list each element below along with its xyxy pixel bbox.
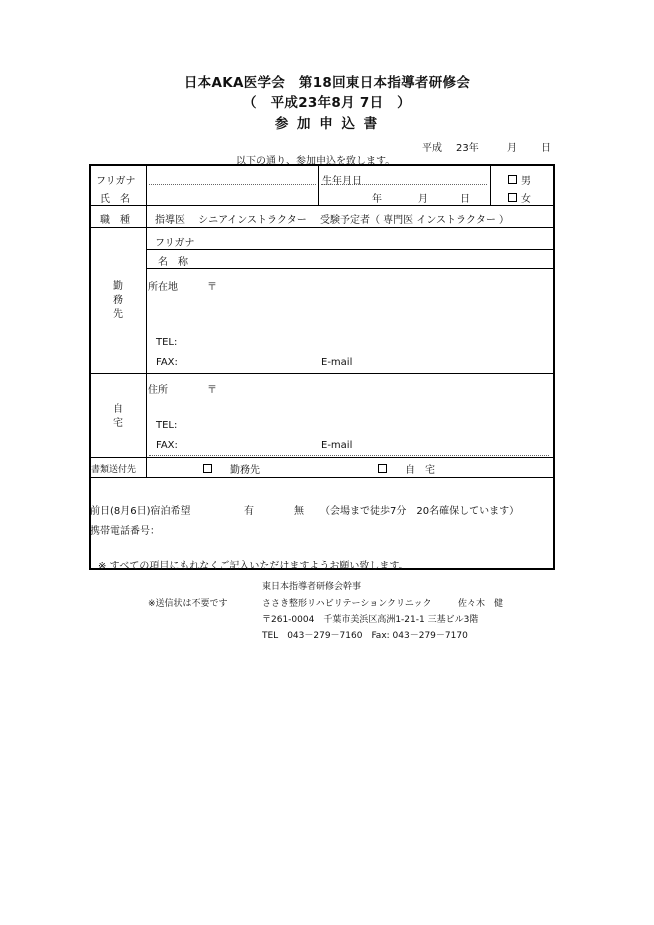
work-furigana-label: フリガナ <box>155 238 195 249</box>
occupation-label: 職 種 <box>100 215 130 226</box>
mailing-home-label: 自 宅 <box>405 465 435 476</box>
home-fax-label: FAX: <box>156 440 178 451</box>
occupation-options[interactable]: 指導医 シニアインストラクター 受験予定者（ 専門医 インストラクター ） <box>155 215 509 226</box>
title-line-3: 参 加 申 込 書 <box>274 116 380 132</box>
lodging-yes[interactable]: 有 <box>244 506 254 517</box>
furigana-field[interactable] <box>150 168 315 183</box>
work-name-label: 名 称 <box>158 257 188 268</box>
lodging-note: （会場まで徒歩7分 20名確保しています） <box>320 506 520 517</box>
gender-male-option[interactable] <box>508 172 531 187</box>
mailing-label: 書類送付先 <box>91 465 137 475</box>
birth-year-unit: 年 <box>372 194 382 205</box>
home-label-char-2: 宅 <box>113 418 123 429</box>
name-field[interactable] <box>150 187 315 203</box>
title-line-2: （ 平成23年8月 7日 ） <box>243 95 411 111</box>
home-tel-label: TEL: <box>156 420 178 431</box>
furigana-label: フリガナ <box>96 176 136 187</box>
mailing-work-label: 勤務先 <box>230 465 260 476</box>
footer-person: 佐々木 健 <box>458 599 504 609</box>
gender-female-option[interactable] <box>508 190 531 205</box>
home-section-label <box>112 403 124 431</box>
mobile-label: 携帯電話番号： <box>90 526 160 537</box>
work-section-label <box>112 280 124 322</box>
male-checkbox[interactable] <box>508 175 517 184</box>
title-line-1: 日本AKA医学会 第18回東日本指導者研修会 <box>183 75 471 91</box>
work-email-label: E-mail <box>321 357 353 368</box>
home-email-label: E-mail <box>321 440 353 451</box>
date-era: 平成 <box>422 143 442 154</box>
mailing-home-option[interactable] <box>378 461 435 476</box>
footer-reply-note: ※送信状は不要です <box>148 599 228 609</box>
lodging-no[interactable]: 無 <box>294 506 304 517</box>
female-label: 女 <box>521 194 531 205</box>
footer-office: 東日本指導者研修会幹事 <box>262 582 362 592</box>
male-label: 男 <box>521 176 531 187</box>
mailing-work-checkbox[interactable] <box>203 464 212 473</box>
work-label-char-3: 先 <box>113 309 123 320</box>
work-address-label: 所在地 <box>148 282 178 293</box>
date-month: 月 <box>507 143 517 154</box>
birth-month-unit: 月 <box>418 194 428 205</box>
work-tel-label: TEL: <box>156 337 178 348</box>
date-year: 23年 <box>456 143 479 154</box>
female-checkbox[interactable] <box>508 193 517 202</box>
footer-contact: TEL 043－279－7160 Fax: 043－279－7170 <box>262 631 468 641</box>
footer-address: 〒261-0004 千葉市美浜区高洲1-21-1 三基ビル3階 <box>262 615 479 625</box>
home-postal-mark: 〒 <box>207 385 217 396</box>
mailing-home-checkbox[interactable] <box>378 464 387 473</box>
work-fax-label: FAX: <box>156 357 178 368</box>
mobile-field[interactable] <box>160 519 460 535</box>
mailing-work-option[interactable] <box>203 461 260 476</box>
notice-text: ※ すべての項目にもれなくご記入いただけますようお願い致します。 <box>98 561 409 572</box>
home-address-label: 住所 <box>148 385 168 396</box>
footer-clinic: ささき整形リハビリテーションクリニック <box>262 599 432 609</box>
home-label-char-1: 自 <box>113 404 123 415</box>
intro-text: 以下の通り、参加申込を致します。 <box>236 156 396 167</box>
lodging-label: 前日(8月6日)宿泊希望 <box>90 506 191 517</box>
name-label: 氏 名 <box>100 194 130 205</box>
work-postal-mark: 〒 <box>207 282 217 293</box>
work-label-char-1: 勤 <box>113 281 123 292</box>
birth-date-label: 生年月日 <box>322 176 362 187</box>
work-label-char-2: 務 <box>113 295 123 306</box>
birth-day-unit: 日 <box>460 194 470 205</box>
date-day: 日 <box>541 143 551 154</box>
